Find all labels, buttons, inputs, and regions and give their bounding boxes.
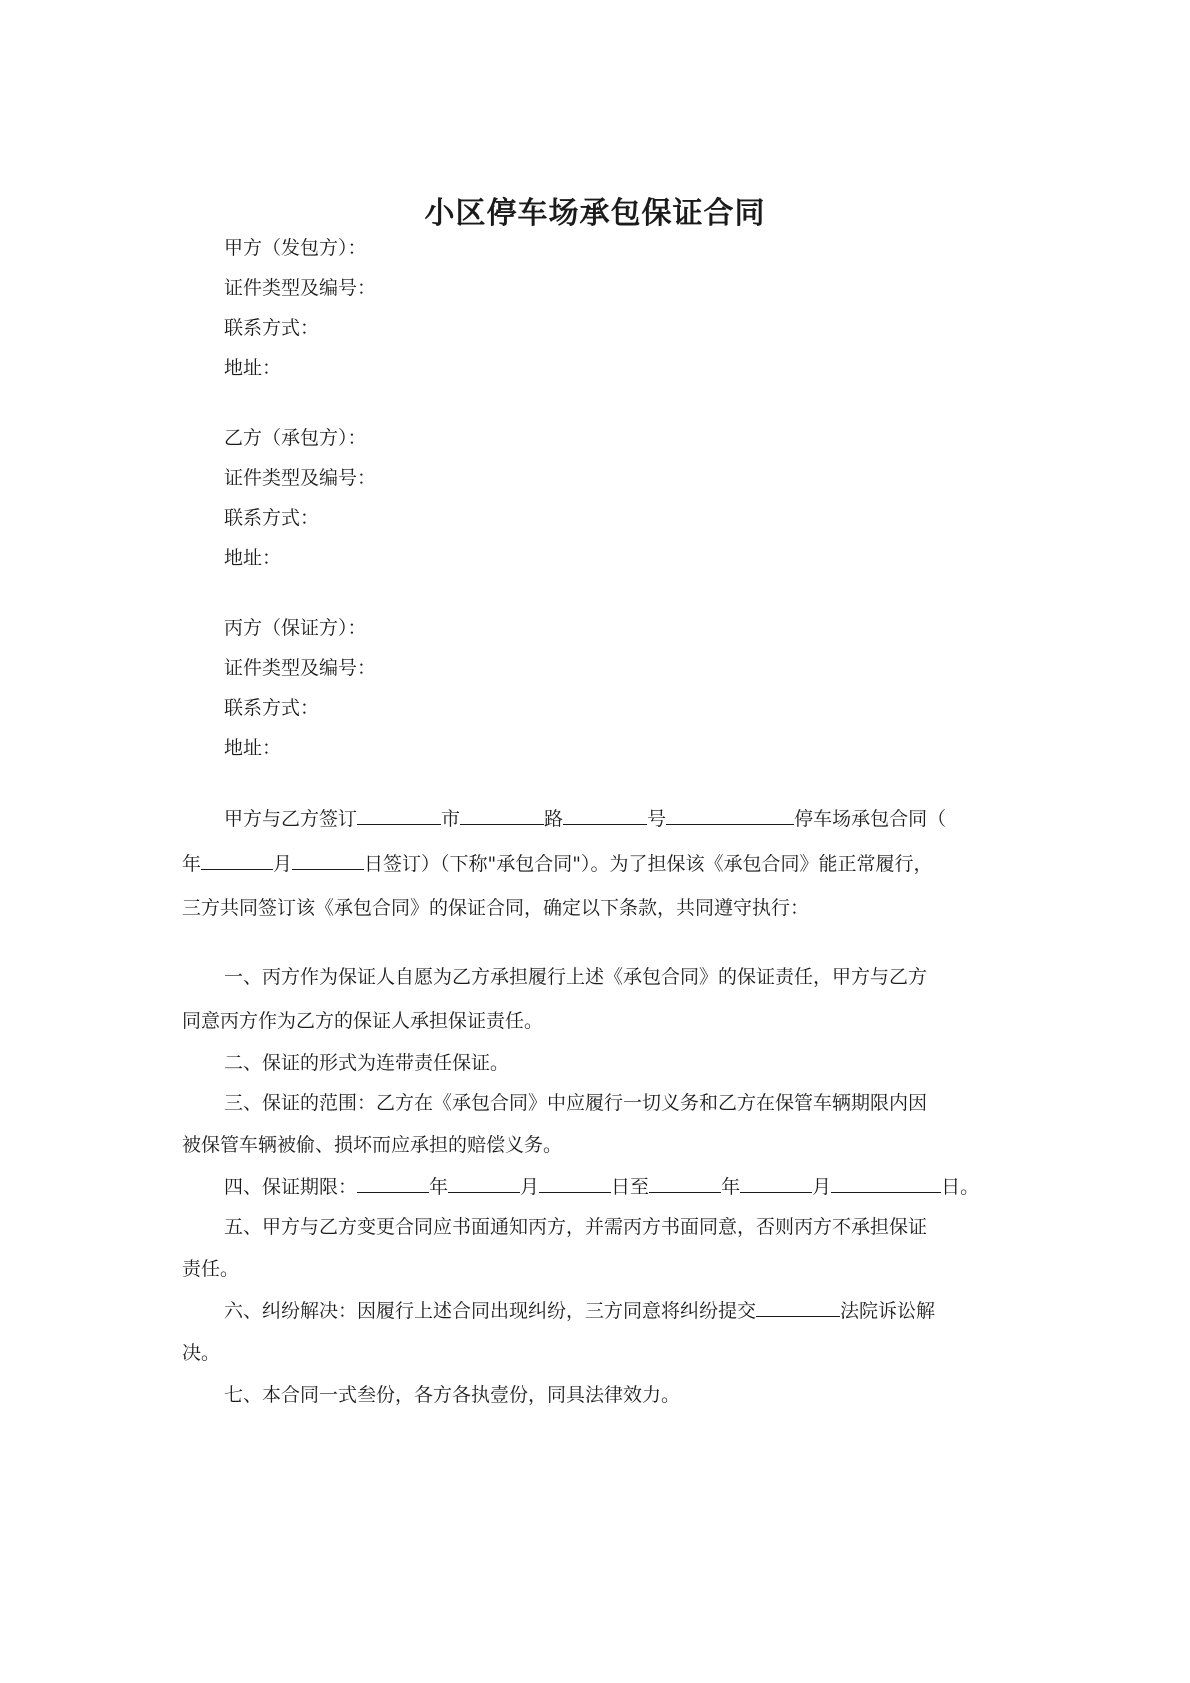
number-blank[interactable] xyxy=(563,806,647,825)
clause-text: 年 xyxy=(429,1176,449,1198)
party-b-contact-label: 联系方式： xyxy=(224,507,320,529)
intro-text: 甲方与乙方签订 xyxy=(224,808,358,830)
road-blank[interactable] xyxy=(460,806,544,825)
intro-text: 路 xyxy=(544,808,564,830)
party-a-contact-label: 联系方式： xyxy=(224,317,320,339)
intro-line-1 xyxy=(224,804,1059,831)
party-b-address-label: 地址： xyxy=(224,547,282,569)
party-c-id-label: 证件类型及编号： xyxy=(224,657,377,679)
clause-5-line-2: 责任。 xyxy=(182,1258,240,1280)
clause-2: 二、保证的形式为连带责任保证。 xyxy=(224,1052,510,1074)
clause-text: 月 xyxy=(520,1176,540,1198)
intro-text: 停车场承包合同（ xyxy=(794,808,947,830)
sign-day-blank[interactable] xyxy=(292,851,364,870)
party-c-address-label: 地址： xyxy=(224,737,282,759)
clause-3-line-1: 三、保证的范围：乙方在《承包合同》中应履行一切义务和乙方在保管车辆期限内因 xyxy=(224,1092,928,1114)
intro-text: 年 xyxy=(182,853,202,875)
party-a-id-label: 证件类型及编号： xyxy=(224,277,377,299)
end-year-blank[interactable] xyxy=(649,1174,721,1193)
intro-text: 日签订）（下称"承包合同"）。为了担保该《承包合同》能正常履行， xyxy=(364,853,933,875)
party-c-contact-label: 联系方式： xyxy=(224,697,320,719)
start-month-blank[interactable] xyxy=(448,1174,520,1193)
clause-3-line-2: 被保管车辆被偷、损坏而应承担的赔偿义务。 xyxy=(182,1134,563,1156)
start-year-blank[interactable] xyxy=(357,1174,429,1193)
court-blank[interactable] xyxy=(756,1298,840,1317)
document-title: 小区停车场承包保证合同 xyxy=(424,196,766,231)
clause-4 xyxy=(224,1172,1059,1199)
start-day-blank[interactable] xyxy=(539,1174,611,1193)
clause-5-line-1: 五、甲方与乙方变更合同应书面通知丙方，并需丙方书面同意，否则丙方不承担保证 xyxy=(224,1216,928,1238)
clause-text: 日。 xyxy=(941,1176,980,1198)
intro-text: 月 xyxy=(273,853,293,875)
clause-text: 年 xyxy=(721,1176,741,1198)
party-a-heading: 甲方（发包方）： xyxy=(224,237,367,259)
party-a-address-label: 地址： xyxy=(224,357,282,379)
intro-text: 号 xyxy=(647,808,667,830)
parking-name-blank[interactable] xyxy=(666,806,794,825)
intro-line-3: 三方共同签订该《承包合同》的保证合同，确定以下条款，共同遵守执行： xyxy=(182,897,810,919)
intro-line-2 xyxy=(182,849,1017,876)
party-b-id-label: 证件类型及编号： xyxy=(224,467,377,489)
end-day-blank[interactable] xyxy=(831,1174,941,1193)
intro-text: 市 xyxy=(441,808,461,830)
clause-6-line-2: 决。 xyxy=(182,1342,221,1364)
party-c-heading: 丙方（保证方）： xyxy=(224,617,367,639)
clause-7: 七、本合同一式叁份，各方各执壹份，同具法律效力。 xyxy=(224,1384,681,1406)
city-blank[interactable] xyxy=(357,806,441,825)
clause-1-line-2: 同意丙方作为乙方的保证人承担保证责任。 xyxy=(182,1010,544,1032)
party-b-heading: 乙方（承包方）： xyxy=(224,427,367,449)
clause-text: 四、保证期限： xyxy=(224,1176,358,1198)
end-month-blank[interactable] xyxy=(740,1174,812,1193)
clause-text: 月 xyxy=(812,1176,832,1198)
clause-6-line-1 xyxy=(224,1296,1059,1323)
clause-text: 六、纠纷解决：因履行上述合同出现纠纷，三方同意将纠纷提交 xyxy=(224,1300,757,1322)
clause-1-line-1: 一、丙方作为保证人自愿为乙方承担履行上述《承包合同》的保证责任，甲方与乙方 xyxy=(224,966,928,988)
clause-text: 日至 xyxy=(611,1176,650,1198)
sign-month-blank[interactable] xyxy=(201,851,273,870)
clause-text: 法院诉讼解 xyxy=(840,1300,936,1322)
